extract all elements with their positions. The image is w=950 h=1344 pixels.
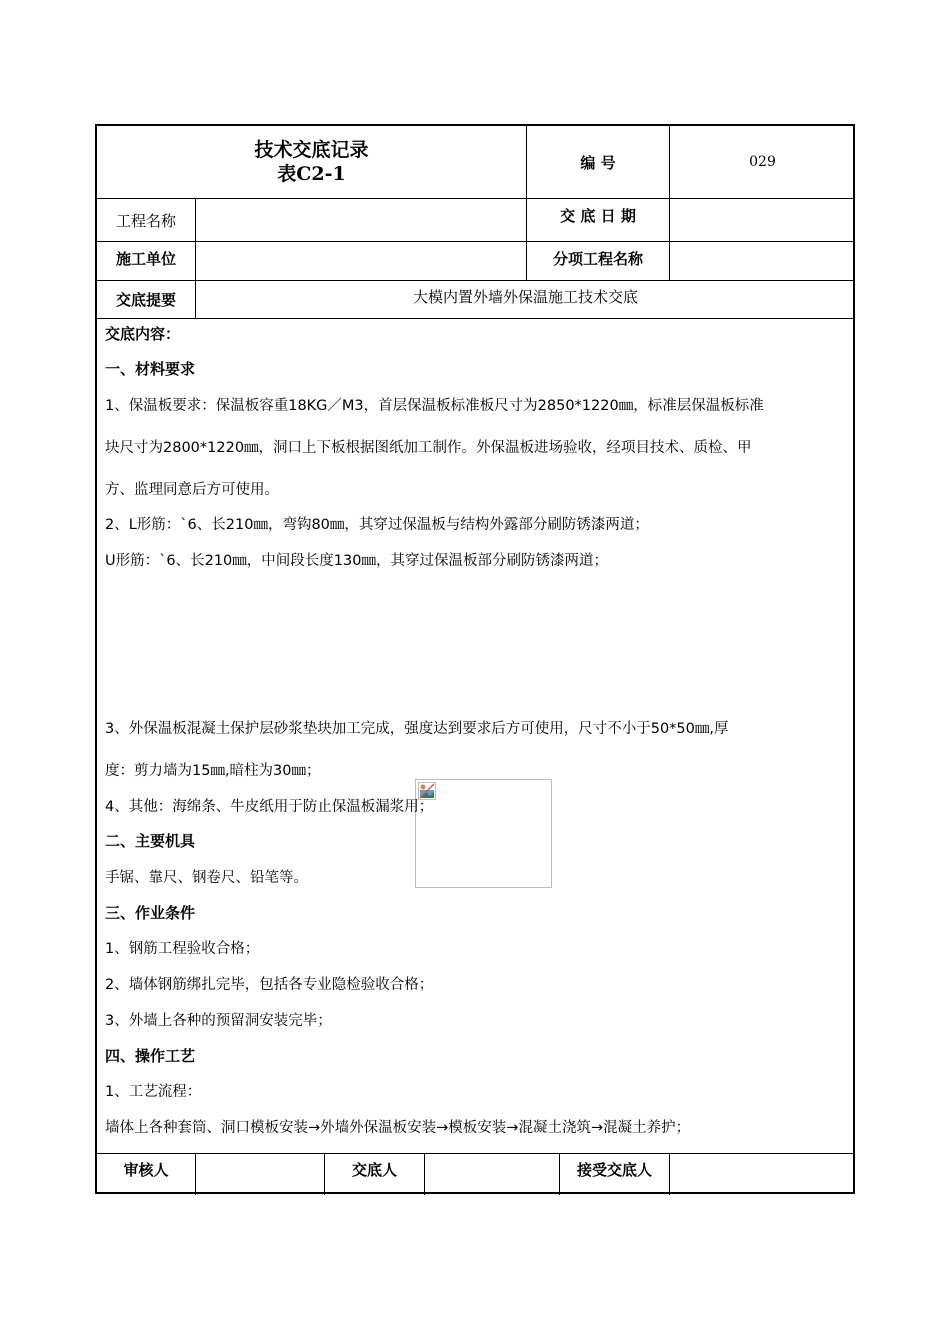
subitem-name-field[interactable]	[670, 242, 855, 280]
paragraph-line: 3、外保温板混凝土保护层砂浆垫块加工完成，强度达到要求后方可使用，尺寸不小于50*50㎜,厚	[105, 721, 729, 737]
row-divider	[97, 318, 853, 319]
paragraph-line: 1、工艺流程：	[105, 1084, 202, 1100]
paragraph-line: 2、墙体钢筋绑扎完毕，包括各专业隐检验收合格；	[105, 977, 434, 993]
paragraph-line: 2、L形筋：`6、长210㎜，弯钩80㎜，其穿过保温板与结构外露部分刷防锈漆两道；	[105, 517, 649, 533]
section-title: 一、材料要求	[105, 360, 196, 378]
section-title: 三、作业条件	[105, 904, 196, 922]
serial-label: 编 号	[580, 153, 616, 172]
paragraph-line: 度：剪力墙为15㎜,暗柱为30㎜；	[105, 763, 321, 779]
paragraph-line: 方、监理同意后方可使用。	[105, 482, 279, 498]
paragraph-line: 手锯、靠尺、钢卷尺、铅笔等。	[105, 870, 308, 886]
disclosure-date-field[interactable]	[670, 199, 855, 241]
serial-value: 029	[749, 154, 776, 170]
construction-unit-field[interactable]	[196, 242, 526, 280]
paragraph-line: 1、保温板要求：保温板容重18KG／M3，首层保温板标准板尺寸为2850*1220㎜，标准层保温板标准	[105, 398, 764, 414]
project-name-field[interactable]	[196, 199, 526, 241]
construction-unit-label: 施工单位	[115, 249, 176, 268]
project-name-label: 工程名称	[115, 211, 176, 230]
rebar-diagram-placeholder	[415, 779, 552, 888]
paragraph-line: 块尺寸为2800*1220㎜，洞口上下板根据图纸加工制作。外保温板进场验收，经项目技术、质检、甲	[105, 440, 752, 456]
receiver-field[interactable]	[670, 1154, 855, 1194]
section-title: 四、操作工艺	[105, 1047, 196, 1065]
subitem-name-label: 分项工程名称	[552, 249, 643, 268]
disclosure-form	[95, 124, 855, 1194]
content-heading: 交底内容：	[105, 325, 181, 343]
form-title-main: 技术交底记录	[254, 139, 369, 161]
form-title-code: 表C2-1	[277, 163, 346, 185]
paragraph-line: U形筋：`6、长210㎜，中间段长度130㎜，其穿过保温板部分刷防锈漆两道；	[105, 553, 608, 569]
paragraph-line: 3、外墙上各种的预留洞安装完毕；	[105, 1013, 332, 1029]
receiver-label: 接受交底人	[576, 1160, 652, 1179]
disclosure-date-label: 交 底 日 期	[560, 206, 636, 225]
reviewer-field[interactable]	[196, 1154, 324, 1194]
section-title: 二、主要机具	[105, 832, 196, 850]
paragraph-line: 墙体上各种套筒、洞口模板安装→外墙外保温板安装→模板安装→混凝土浇筑→混凝土养护；	[105, 1120, 691, 1136]
discloser-field[interactable]	[425, 1154, 559, 1194]
form-title	[97, 126, 526, 198]
discloser-label: 交底人	[351, 1160, 397, 1179]
summary-value: 大模内置外墙外保温施工技术交底	[412, 287, 638, 306]
paragraph-line: 4、其他：海绵条、牛皮纸用于防止保温板漏浆用；	[105, 799, 434, 815]
paragraph-line: 1、钢筋工程验收合格；	[105, 941, 260, 957]
reviewer-label: 审核人	[123, 1160, 169, 1179]
summary-label: 交底提要	[115, 291, 176, 309]
